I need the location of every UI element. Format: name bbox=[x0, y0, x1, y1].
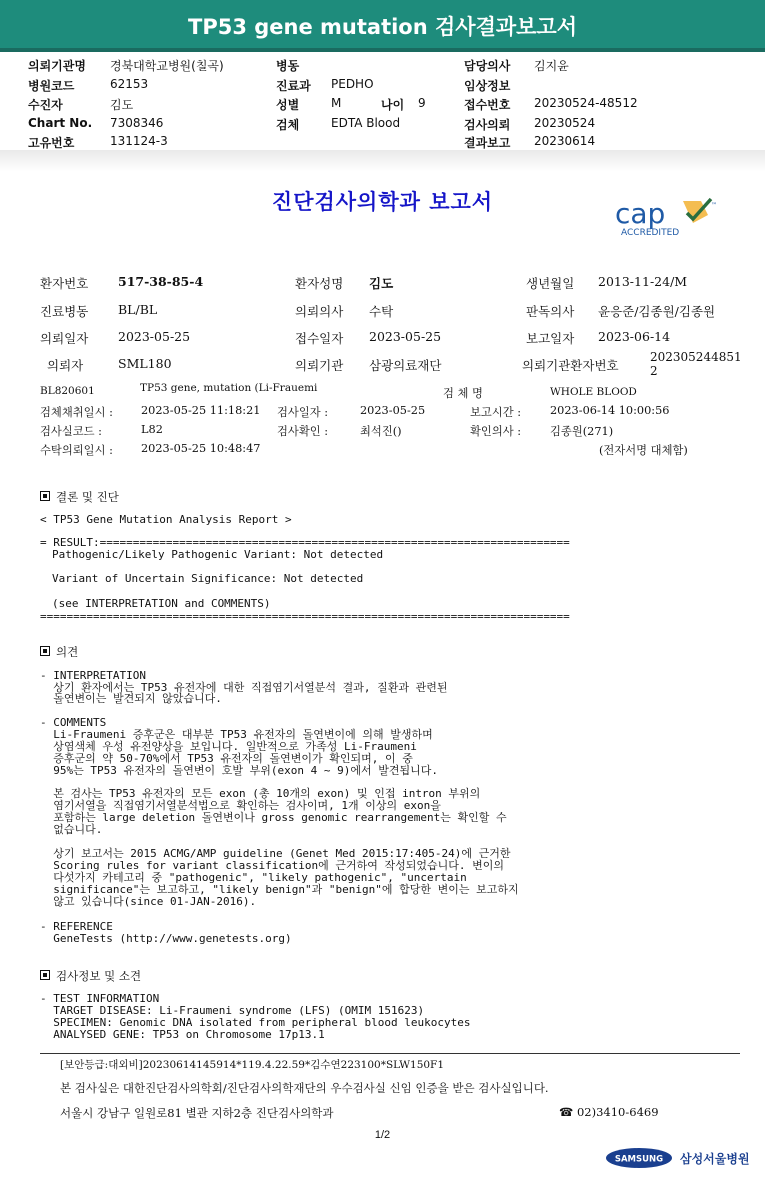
header-value: 131124-3 bbox=[110, 134, 168, 148]
header-label: 검사의뢰 bbox=[464, 118, 511, 132]
comments-line: 없습니다. bbox=[40, 823, 103, 836]
header-label: 의뢰기관명 bbox=[28, 59, 86, 73]
reference-head: - REFERENCE bbox=[40, 920, 113, 933]
header-value: 62153 bbox=[110, 77, 149, 91]
patient-label: 생년월일 bbox=[526, 276, 575, 291]
testinfo-line: TARGET DISEASE: Li-Fraumeni syndrome (LFS) (OMIM 151623) bbox=[40, 1004, 425, 1017]
box-bullet-icon bbox=[40, 970, 50, 980]
reporttime-value: 2023-06-14 10:00:56 bbox=[550, 404, 670, 417]
reporttime-label: 보고시간 : bbox=[470, 406, 522, 419]
header-label: 결과보고 bbox=[464, 136, 511, 150]
cap-logo-sub: ACCREDITED bbox=[621, 228, 680, 238]
result-foot: ================================================================================ bbox=[40, 610, 570, 623]
header-label: 검체 bbox=[276, 118, 300, 132]
interpretation-line: 돌연변이는 발견되지 않았습니다. bbox=[40, 692, 222, 705]
header-value: 김도 bbox=[110, 98, 134, 112]
comments-line: 포함하는 large deletion 돌연변이나 gross genomic rearrangement는 확인할 수 bbox=[40, 811, 507, 824]
section-divider bbox=[0, 150, 765, 172]
comments-line: 다섯가지 카테고리 중 "pathogenic", "likely pathogenic", "uncertain bbox=[40, 871, 467, 884]
samsung-logo bbox=[605, 1147, 673, 1169]
specimen-label: 검 체 명 bbox=[443, 387, 483, 400]
cap-accredited-logo bbox=[613, 193, 721, 243]
test-code: BL820601 bbox=[40, 385, 95, 397]
patient-label: 의뢰기관환자번호 bbox=[522, 358, 619, 373]
room-label: 검사실코드 : bbox=[40, 425, 102, 438]
box-bullet-icon bbox=[40, 646, 50, 656]
collect-value: 2023-05-25 11:18:21 bbox=[141, 404, 261, 417]
patient-value: BL/BL bbox=[118, 302, 158, 317]
patient-name: 김도 bbox=[369, 276, 394, 291]
box-bullet-icon bbox=[40, 491, 50, 501]
testinfo-head: - TEST INFORMATION bbox=[40, 992, 160, 1005]
lab-report-title: 진단검사의학과 보고서 bbox=[271, 189, 494, 214]
patient-dob: 2013-11-24/M bbox=[598, 274, 688, 289]
phone-line: ☎ 02)3410-6469 bbox=[559, 1105, 659, 1119]
header-value: 김지윤 bbox=[534, 59, 569, 73]
testdate-label: 검사일자 : bbox=[277, 406, 329, 419]
result-line-vus: Variant of Uncertain Significance: Not detected bbox=[52, 572, 364, 585]
header-label: 담당의사 bbox=[464, 59, 511, 73]
header-label: 진료과 bbox=[276, 79, 311, 93]
esign-note: (전자서명 대체함) bbox=[599, 444, 688, 457]
patient-label: 접수일자 bbox=[295, 331, 344, 346]
cap-logo-tm: ™ bbox=[711, 202, 717, 209]
samsung-logo-text: SAMSUNG bbox=[614, 1154, 664, 1165]
result-head: = RESULT:======================================================================= bbox=[40, 536, 570, 549]
testinfo-line: SPECIMEN: Genomic DNA isolated from peripheral blood leukocytes bbox=[40, 1016, 471, 1029]
analysis-report-header: < TP53 Gene Mutation Analysis Report > bbox=[40, 513, 292, 526]
patient-label: 의뢰기관 bbox=[295, 358, 344, 373]
header-value: M bbox=[331, 96, 342, 110]
doctor-label: 확인의사 : bbox=[470, 425, 522, 438]
result-line-pathogenic: Pathogenic/Likely Pathogenic Variant: Not detected bbox=[52, 548, 384, 561]
address-line: 서울시 강남구 일원로81 별관 지하2층 진단검사의학과 bbox=[60, 1106, 334, 1120]
patient-label: 의뢰자 bbox=[47, 358, 84, 373]
header-label: 병원코드 bbox=[28, 79, 75, 93]
header-value: 7308346 bbox=[110, 116, 164, 130]
patient-label: 보고일자 bbox=[526, 331, 575, 346]
header-value: PEDHO bbox=[331, 77, 374, 91]
patient-label: 환자성명 bbox=[295, 276, 344, 291]
comments-line: Li-Fraumeni 증후군은 대부분 TP53 유전자의 돌연변이에 의해 발생하며 bbox=[40, 728, 433, 741]
patient-value: 2023-05-25 bbox=[369, 329, 442, 344]
comments-line: 염기서열을 직접염기서열분석법으로 확인하는 검사이며, 1개 이상의 exon을 bbox=[40, 799, 441, 812]
comments-line: 증후군의 약 50-70%에서 TP53 유전자의 돌연변이가 확인되며, 이 중 bbox=[40, 752, 413, 765]
patient-value: 2023-06-14 bbox=[598, 329, 671, 344]
header-value: EDTA Blood bbox=[331, 116, 401, 130]
comments-line: 상염색체 우성 유전양상을 보입니다. 일반적으로 가족성 Li-Fraumeni bbox=[40, 740, 417, 753]
certification-line: 본 검사실은 대한진단검사의학회/진단검사의학재단의 우수검사실 신임 인증을 받은 검사실입니다. bbox=[60, 1081, 549, 1095]
header-label: 병동 bbox=[276, 59, 300, 73]
header-value: 20230614 bbox=[534, 134, 596, 148]
patient-label: 환자번호 bbox=[40, 276, 89, 291]
patient-value: 2023-05-25 bbox=[118, 329, 191, 344]
confirm-value: 최석진() bbox=[360, 425, 402, 438]
comments-line: 않고 있습니다(since 01-JAN-2016). bbox=[40, 895, 257, 908]
request-value: 2023-05-25 10:48:47 bbox=[141, 442, 261, 455]
testinfo-line: ANALYSED GENE: TP53 on Chromosome 17p13.1 bbox=[40, 1028, 325, 1041]
header-label: Chart No. bbox=[28, 116, 93, 130]
patient-label: 판독의사 bbox=[526, 304, 575, 319]
patient-label: 의뢰일자 bbox=[40, 331, 89, 346]
footer-divider bbox=[40, 1053, 740, 1054]
header-label: 수진자 bbox=[28, 98, 63, 112]
header-label: 접수번호 bbox=[464, 98, 511, 112]
interpretation-head: - INTERPRETATION bbox=[40, 669, 146, 682]
patient-number: 517-38-85-4 bbox=[118, 274, 204, 289]
patient-label: 의뢰의사 bbox=[295, 304, 344, 319]
room-value: L82 bbox=[141, 423, 163, 436]
collect-label: 검체채취일시 : bbox=[40, 406, 113, 419]
comments-line: Scoring rules for variant classification에 근거하여 작성되었습니다. 변이의 bbox=[40, 859, 505, 872]
test-name: TP53 gene, mutation (Li-Frauemi bbox=[140, 382, 318, 394]
confirm-label: 검사확인 : bbox=[277, 425, 329, 438]
patient-value: 수탁 bbox=[369, 304, 394, 319]
comments-head: - COMMENTS bbox=[40, 716, 107, 729]
section-conclusion: 결론 및 진단 bbox=[40, 489, 119, 505]
section-opinion: 의견 bbox=[40, 644, 78, 660]
section-testinfo: 검사정보 및 소견 bbox=[40, 968, 141, 984]
patient-label: 진료병동 bbox=[40, 304, 89, 319]
report-title: TP53 gene mutation 검사결과보고서 bbox=[188, 15, 577, 39]
comments-line: 본 검사는 TP53 유전자의 모든 exon (총 10개의 exon) 및 인접 intron 부위의 bbox=[40, 787, 481, 800]
interpretation-line: 상기 환자에서는 TP53 유전자에 대한 직접염기서열분석 결과, 질환과 관련된 bbox=[40, 681, 448, 694]
report-title-bar bbox=[0, 0, 765, 52]
patient-value: 윤응준/김종원/김종원 bbox=[598, 304, 716, 319]
age-label: 나이 bbox=[381, 98, 405, 112]
header-value: 20230524 bbox=[534, 116, 596, 130]
patient-value: 202305244851 bbox=[650, 350, 742, 364]
reference-line: GeneTests (http://www.genetests.org) bbox=[40, 932, 292, 945]
page-number: 1/2 bbox=[374, 1129, 391, 1141]
cap-logo-text: cap bbox=[615, 197, 666, 230]
header-label: 고유번호 bbox=[28, 136, 75, 150]
testdate-value: 2023-05-25 bbox=[360, 404, 426, 417]
patient-value: 삼광의료재단 bbox=[369, 358, 442, 373]
comments-line: significance"는 보고하고, "likely benign"과 "benign"에 합당한 변이는 보고하지 bbox=[40, 883, 519, 896]
age-value: 9 bbox=[418, 96, 426, 110]
header-value: 20230524-48512 bbox=[534, 96, 638, 110]
patient-value: 2 bbox=[650, 364, 658, 378]
header-label: 임상정보 bbox=[464, 79, 511, 93]
hospital-name: 삼성서울병원 bbox=[680, 1152, 750, 1166]
comments-line: 상기 보고서는 2015 ACMG/AMP guideline (Genet Med 2015:17:405-24)에 근거한 bbox=[40, 847, 511, 860]
request-label: 수탁의뢰일시 : bbox=[40, 444, 113, 457]
comments-line: 95%는 TP53 유전자의 돌연변이 호발 부위(exon 4 ~ 9)에서 발견됩니다. bbox=[40, 764, 438, 777]
header-value: 경북대학교병원(칠곡) bbox=[110, 59, 224, 73]
security-line: [보안등급:대외비]20230614145914*119.4.22.59*김수연223100*SLW150F1 bbox=[60, 1059, 445, 1071]
header-label: 성별 bbox=[276, 98, 300, 112]
doctor-value: 김종원(271) bbox=[550, 425, 614, 438]
patient-value: SML180 bbox=[118, 356, 172, 371]
specimen-value: WHOLE BLOOD bbox=[550, 386, 637, 398]
result-line-see: (see INTERPRETATION and COMMENTS) bbox=[52, 597, 271, 610]
